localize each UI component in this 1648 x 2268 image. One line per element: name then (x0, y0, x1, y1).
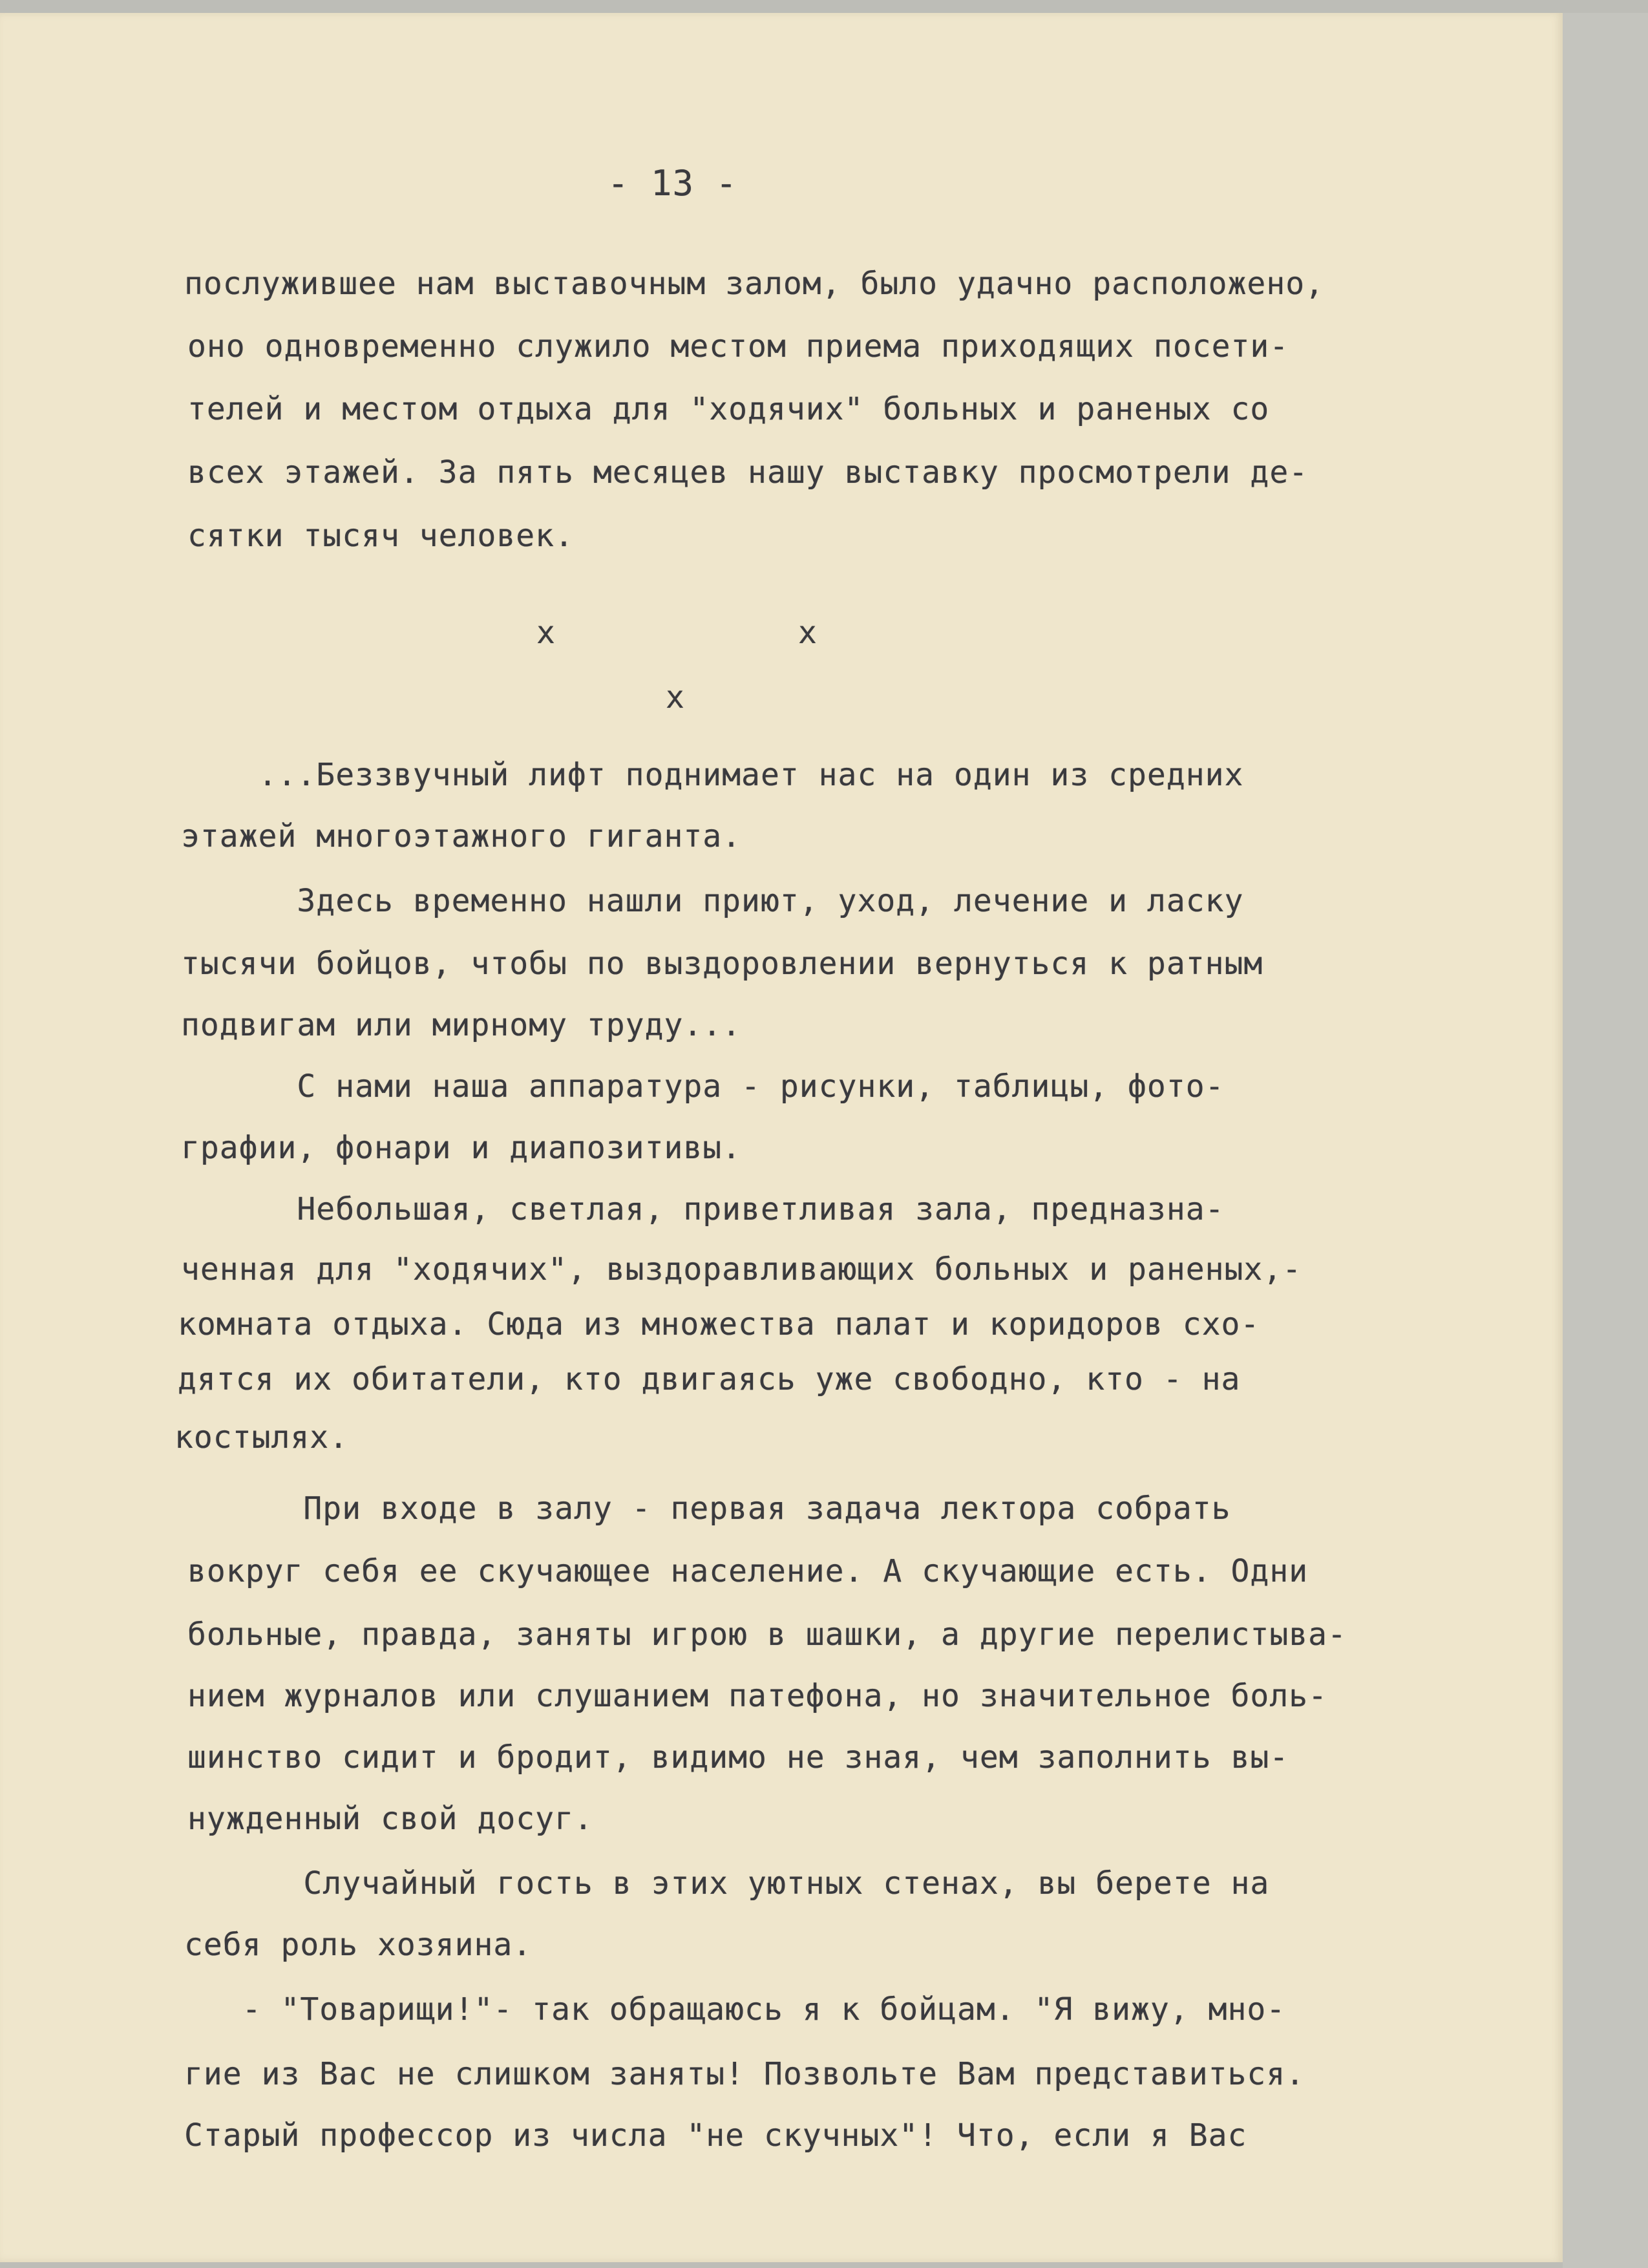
text-line: подвигам или мирному труду... (181, 1007, 742, 1043)
text-line: Случайный гость в этих уютных стенах, вы берете на (187, 1865, 1270, 1902)
text-line: гие из Вас не слишком заняты! Позвольте Вам представиться. (184, 2056, 1305, 2092)
text-line: вокруг себя ее скучающее население. А скучающие есть. Одни (187, 1553, 1309, 1589)
text-line: ...Беззвучный лифт поднимает нас на один из средних (181, 757, 1244, 793)
text-line: больные, правда, заняты игрою в шашки, а другие перелистыва- (187, 1616, 1347, 1653)
text-line: - "Товарищи!"- так обращаюсь я к бойцам. "Я вижу, мно- (184, 1991, 1286, 2028)
text-line: сятки тысяч человек. (187, 518, 574, 554)
text-line: С нами наша аппаратура - рисунки, таблицы, фото- (181, 1068, 1225, 1105)
text-line: тысячи бойцов, чтобы по выздоровлении вернуться к ратным (181, 946, 1263, 982)
text-line: дятся их обитатели, кто двигаясь уже свободно, кто - на (178, 1361, 1241, 1397)
text-line: Старый профессор из числа "не скучных"! Что, если я Вас (184, 2117, 1247, 2154)
section-separator-mark: x (536, 615, 556, 651)
text-line: Небольшая, светлая, приветливая зала, предназна- (181, 1191, 1225, 1227)
text-line: графии, фонари и диапозитивы. (181, 1130, 742, 1166)
text-line: нужденный свой досуг. (187, 1801, 593, 1837)
text-line: ченная для "ходячих", выздоравливающих больных и раненых,- (181, 1251, 1302, 1288)
text-line: шинство сидит и бродит, видимо не зная, чем заполнить вы- (187, 1739, 1289, 1775)
text-line: телей и местом отдыха для "ходячих" больных и раненых со (187, 391, 1270, 427)
text-line: этажей многоэтажного гиганта. (181, 818, 742, 854)
text-line: оно одновременно служило местом приема приходящих посети- (187, 328, 1289, 365)
scanner-background (1563, 13, 1648, 2268)
text-line: костылях. (174, 1419, 349, 1456)
text-line: всех этажей. За пять месяцев нашу выставку просмотрели де- (187, 454, 1309, 491)
section-separator-mark: x (798, 615, 818, 651)
text-line: нием журналов или слушанием патефона, но значительное боль- (187, 1678, 1328, 1714)
text-line: себя роль хозяина. (184, 1927, 533, 1963)
text-line: послужившее нам выставочным залом, было удачно расположено, (184, 266, 1325, 302)
text-line: Здесь временно нашли приют, уход, лечение и ласку (181, 883, 1244, 919)
section-separator-mark: x (666, 679, 685, 715)
page-number: - 13 - (607, 163, 738, 204)
text-line: комната отдыха. Сюда из множества палат и коридоров схо- (178, 1306, 1260, 1342)
text-line: При входе в залу - первая задача лектора собрать (187, 1490, 1231, 1527)
